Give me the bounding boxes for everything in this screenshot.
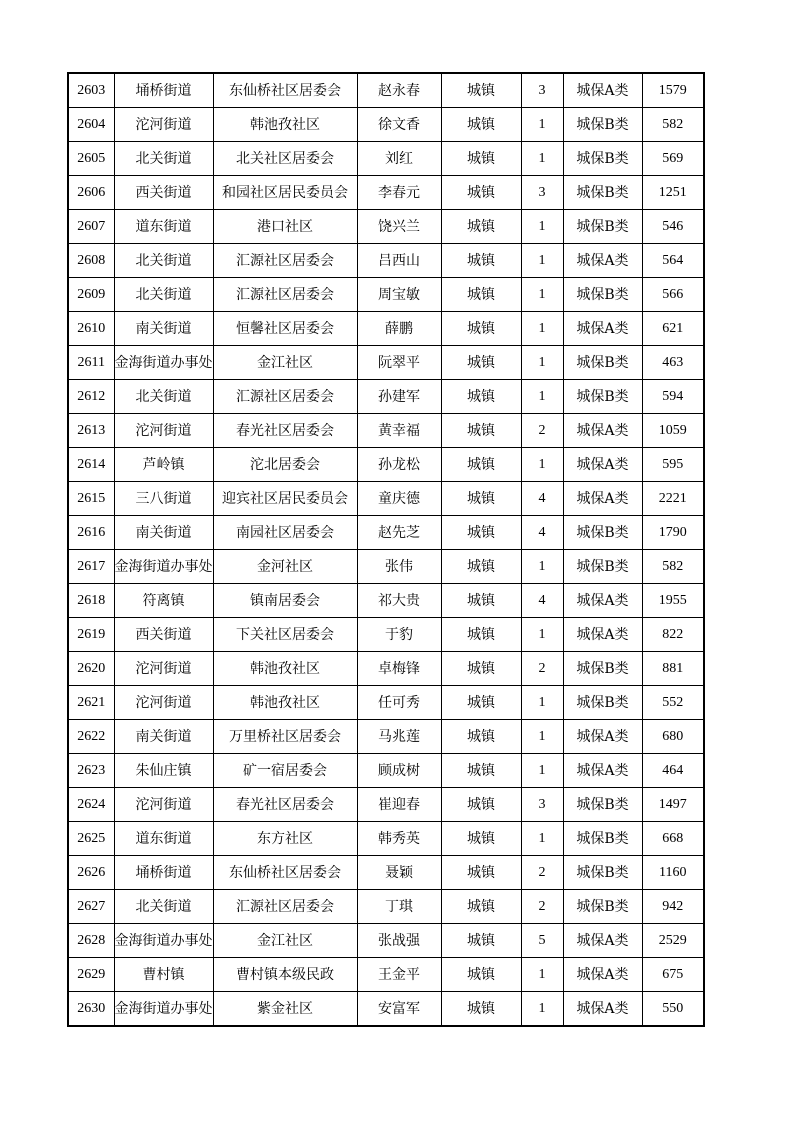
table-row <box>68 448 704 482</box>
name-cell: 阮翠平 <box>357 346 441 380</box>
community-cell: 恒馨社区居委会 <box>213 312 357 346</box>
street-cell: 埇桥街道 <box>114 856 213 890</box>
table-row <box>68 380 704 414</box>
community-cell: 春光社区居委会 <box>213 414 357 448</box>
street-cell: 芦岭镇 <box>114 448 213 482</box>
name-cell: 安富军 <box>357 992 441 1027</box>
category-cell: 城保B类 <box>563 822 642 856</box>
name-cell: 顾成树 <box>357 754 441 788</box>
community-cell: 万里桥社区居委会 <box>213 720 357 754</box>
area-type-cell: 城镇 <box>441 142 521 176</box>
household-size-cell: 2 <box>521 652 563 686</box>
household-size-cell: 1 <box>521 380 563 414</box>
area-type-cell: 城镇 <box>441 720 521 754</box>
amount-cell: 1790 <box>642 516 704 550</box>
amount-cell: 1160 <box>642 856 704 890</box>
area-type-cell: 城镇 <box>441 856 521 890</box>
name-cell: 马兆莲 <box>357 720 441 754</box>
street-cell: 金海街道办事处 <box>114 924 213 958</box>
category-cell: 城保B类 <box>563 108 642 142</box>
community-cell: 汇源社区居委会 <box>213 890 357 924</box>
category-cell: 城保A类 <box>563 720 642 754</box>
serial-cell: 2613 <box>68 414 114 448</box>
serial-cell: 2615 <box>68 482 114 516</box>
amount-cell: 2221 <box>642 482 704 516</box>
household-size-cell: 4 <box>521 482 563 516</box>
area-type-cell: 城镇 <box>441 414 521 448</box>
household-size-cell: 1 <box>521 686 563 720</box>
table-row <box>68 754 704 788</box>
data-table <box>67 72 705 1027</box>
area-type-cell: 城镇 <box>441 890 521 924</box>
amount-cell: 822 <box>642 618 704 652</box>
table-row <box>68 856 704 890</box>
household-size-cell: 2 <box>521 414 563 448</box>
serial-cell: 2608 <box>68 244 114 278</box>
serial-cell: 2627 <box>68 890 114 924</box>
amount-cell: 569 <box>642 142 704 176</box>
table-row <box>68 788 704 822</box>
category-cell: 城保A类 <box>563 482 642 516</box>
community-cell: 汇源社区居委会 <box>213 380 357 414</box>
category-cell: 城保B类 <box>563 652 642 686</box>
amount-cell: 680 <box>642 720 704 754</box>
table-row <box>68 652 704 686</box>
community-cell: 南园社区居委会 <box>213 516 357 550</box>
serial-cell: 2604 <box>68 108 114 142</box>
serial-cell: 2620 <box>68 652 114 686</box>
amount-cell: 566 <box>642 278 704 312</box>
area-type-cell: 城镇 <box>441 176 521 210</box>
household-size-cell: 1 <box>521 448 563 482</box>
household-size-cell: 1 <box>521 312 563 346</box>
name-cell: 童庆德 <box>357 482 441 516</box>
street-cell: 北关街道 <box>114 380 213 414</box>
street-cell: 北关街道 <box>114 278 213 312</box>
category-cell: 城保B类 <box>563 686 642 720</box>
street-cell: 南关街道 <box>114 720 213 754</box>
name-cell: 周宝敏 <box>357 278 441 312</box>
name-cell: 黄幸福 <box>357 414 441 448</box>
community-cell: 东仙桥社区居委会 <box>213 856 357 890</box>
table-row <box>68 346 704 380</box>
household-size-cell: 1 <box>521 992 563 1027</box>
amount-cell: 2529 <box>642 924 704 958</box>
name-cell: 崔迎春 <box>357 788 441 822</box>
area-type-cell: 城镇 <box>441 278 521 312</box>
category-cell: 城保A类 <box>563 618 642 652</box>
household-size-cell: 1 <box>521 754 563 788</box>
household-size-cell: 1 <box>521 822 563 856</box>
area-type-cell: 城镇 <box>441 992 521 1027</box>
serial-cell: 2626 <box>68 856 114 890</box>
name-cell: 吕西山 <box>357 244 441 278</box>
area-type-cell: 城镇 <box>441 584 521 618</box>
area-type-cell: 城镇 <box>441 686 521 720</box>
table-row <box>68 176 704 210</box>
name-cell: 祁大贵 <box>357 584 441 618</box>
category-cell: 城保B类 <box>563 278 642 312</box>
household-size-cell: 3 <box>521 176 563 210</box>
category-cell: 城保A类 <box>563 584 642 618</box>
category-cell: 城保A类 <box>563 244 642 278</box>
category-cell: 城保B类 <box>563 210 642 244</box>
household-size-cell: 3 <box>521 73 563 108</box>
category-cell: 城保B类 <box>563 890 642 924</box>
household-size-cell: 2 <box>521 890 563 924</box>
table-row <box>68 822 704 856</box>
amount-cell: 1251 <box>642 176 704 210</box>
street-cell: 曹村镇 <box>114 958 213 992</box>
household-size-cell: 1 <box>521 278 563 312</box>
serial-cell: 2609 <box>68 278 114 312</box>
table-row <box>68 278 704 312</box>
category-cell: 城保B类 <box>563 142 642 176</box>
serial-cell: 2610 <box>68 312 114 346</box>
table-row <box>68 312 704 346</box>
household-size-cell: 1 <box>521 346 563 380</box>
name-cell: 张伟 <box>357 550 441 584</box>
community-cell: 矿一宿居委会 <box>213 754 357 788</box>
area-type-cell: 城镇 <box>441 380 521 414</box>
street-cell: 北关街道 <box>114 890 213 924</box>
area-type-cell: 城镇 <box>441 210 521 244</box>
table-row <box>68 482 704 516</box>
community-cell: 韩池孜社区 <box>213 686 357 720</box>
area-type-cell: 城镇 <box>441 550 521 584</box>
street-cell: 沱河街道 <box>114 686 213 720</box>
amount-cell: 550 <box>642 992 704 1027</box>
community-cell: 镇南居委会 <box>213 584 357 618</box>
table-row <box>68 720 704 754</box>
serial-cell: 2617 <box>68 550 114 584</box>
street-cell: 金海街道办事处 <box>114 346 213 380</box>
amount-cell: 1955 <box>642 584 704 618</box>
street-cell: 西关街道 <box>114 618 213 652</box>
household-size-cell: 1 <box>521 618 563 652</box>
amount-cell: 582 <box>642 550 704 584</box>
household-size-cell: 1 <box>521 108 563 142</box>
amount-cell: 582 <box>642 108 704 142</box>
amount-cell: 1059 <box>642 414 704 448</box>
name-cell: 聂颖 <box>357 856 441 890</box>
amount-cell: 881 <box>642 652 704 686</box>
serial-cell: 2618 <box>68 584 114 618</box>
serial-cell: 2630 <box>68 992 114 1027</box>
street-cell: 沱河街道 <box>114 414 213 448</box>
area-type-cell: 城镇 <box>441 448 521 482</box>
category-cell: 城保B类 <box>563 856 642 890</box>
name-cell: 韩秀英 <box>357 822 441 856</box>
community-cell: 迎宾社区居民委员会 <box>213 482 357 516</box>
serial-cell: 2603 <box>68 73 114 108</box>
area-type-cell: 城镇 <box>441 346 521 380</box>
area-type-cell: 城镇 <box>441 822 521 856</box>
serial-cell: 2616 <box>68 516 114 550</box>
name-cell: 丁琪 <box>357 890 441 924</box>
community-cell: 汇源社区居委会 <box>213 244 357 278</box>
street-cell: 北关街道 <box>114 244 213 278</box>
table-row <box>68 108 704 142</box>
household-size-cell: 1 <box>521 550 563 584</box>
amount-cell: 564 <box>642 244 704 278</box>
table-row <box>68 618 704 652</box>
household-size-cell: 1 <box>521 720 563 754</box>
table-row <box>68 244 704 278</box>
name-cell: 饶兴兰 <box>357 210 441 244</box>
amount-cell: 552 <box>642 686 704 720</box>
household-size-cell: 2 <box>521 856 563 890</box>
name-cell: 王金平 <box>357 958 441 992</box>
table-row <box>68 550 704 584</box>
amount-cell: 1579 <box>642 73 704 108</box>
household-size-cell: 1 <box>521 142 563 176</box>
serial-cell: 2623 <box>68 754 114 788</box>
community-cell: 金河社区 <box>213 550 357 584</box>
street-cell: 沱河街道 <box>114 652 213 686</box>
amount-cell: 675 <box>642 958 704 992</box>
table-row <box>68 142 704 176</box>
street-cell: 南关街道 <box>114 516 213 550</box>
amount-cell: 621 <box>642 312 704 346</box>
amount-cell: 942 <box>642 890 704 924</box>
community-cell: 汇源社区居委会 <box>213 278 357 312</box>
street-cell: 道东街道 <box>114 210 213 244</box>
category-cell: 城保A类 <box>563 924 642 958</box>
category-cell: 城保B类 <box>563 516 642 550</box>
street-cell: 北关街道 <box>114 142 213 176</box>
area-type-cell: 城镇 <box>441 312 521 346</box>
street-cell: 南关街道 <box>114 312 213 346</box>
area-type-cell: 城镇 <box>441 73 521 108</box>
community-cell: 东仙桥社区居委会 <box>213 73 357 108</box>
area-type-cell: 城镇 <box>441 482 521 516</box>
community-cell: 下关社区居委会 <box>213 618 357 652</box>
name-cell: 赵永春 <box>357 73 441 108</box>
community-cell: 港口社区 <box>213 210 357 244</box>
serial-cell: 2621 <box>68 686 114 720</box>
community-cell: 金江社区 <box>213 346 357 380</box>
name-cell: 薛鹏 <box>357 312 441 346</box>
amount-cell: 463 <box>642 346 704 380</box>
community-cell: 曹村镇本级民政 <box>213 958 357 992</box>
category-cell: 城保A类 <box>563 992 642 1027</box>
area-type-cell: 城镇 <box>441 788 521 822</box>
category-cell: 城保B类 <box>563 380 642 414</box>
street-cell: 金海街道办事处 <box>114 550 213 584</box>
serial-cell: 2628 <box>68 924 114 958</box>
area-type-cell: 城镇 <box>441 924 521 958</box>
amount-cell: 595 <box>642 448 704 482</box>
name-cell: 孙建军 <box>357 380 441 414</box>
community-cell: 沱北居委会 <box>213 448 357 482</box>
table-row <box>68 584 704 618</box>
area-type-cell: 城镇 <box>441 652 521 686</box>
name-cell: 任可秀 <box>357 686 441 720</box>
name-cell: 卓梅锋 <box>357 652 441 686</box>
area-type-cell: 城镇 <box>441 516 521 550</box>
name-cell: 李春元 <box>357 176 441 210</box>
serial-cell: 2622 <box>68 720 114 754</box>
area-type-cell: 城镇 <box>441 754 521 788</box>
amount-cell: 594 <box>642 380 704 414</box>
serial-cell: 2605 <box>68 142 114 176</box>
amount-cell: 546 <box>642 210 704 244</box>
street-cell: 符离镇 <box>114 584 213 618</box>
serial-cell: 2606 <box>68 176 114 210</box>
area-type-cell: 城镇 <box>441 618 521 652</box>
household-size-cell: 1 <box>521 244 563 278</box>
table-row <box>68 958 704 992</box>
street-cell: 金海街道办事处 <box>114 992 213 1027</box>
name-cell: 刘红 <box>357 142 441 176</box>
category-cell: 城保A类 <box>563 754 642 788</box>
community-cell: 韩池孜社区 <box>213 108 357 142</box>
table-row <box>68 924 704 958</box>
community-cell: 北关社区居委会 <box>213 142 357 176</box>
street-cell: 三八街道 <box>114 482 213 516</box>
area-type-cell: 城镇 <box>441 244 521 278</box>
serial-cell: 2624 <box>68 788 114 822</box>
name-cell: 于豹 <box>357 618 441 652</box>
category-cell: 城保A类 <box>563 448 642 482</box>
serial-cell: 2607 <box>68 210 114 244</box>
serial-cell: 2611 <box>68 346 114 380</box>
table-row <box>68 210 704 244</box>
street-cell: 西关街道 <box>114 176 213 210</box>
area-type-cell: 城镇 <box>441 958 521 992</box>
name-cell: 徐文香 <box>357 108 441 142</box>
table-row <box>68 890 704 924</box>
category-cell: 城保A类 <box>563 958 642 992</box>
serial-cell: 2612 <box>68 380 114 414</box>
community-cell: 金江社区 <box>213 924 357 958</box>
table-row <box>68 992 704 1027</box>
serial-cell: 2625 <box>68 822 114 856</box>
category-cell: 城保A类 <box>563 73 642 108</box>
name-cell: 孙龙松 <box>357 448 441 482</box>
amount-cell: 668 <box>642 822 704 856</box>
area-type-cell: 城镇 <box>441 108 521 142</box>
category-cell: 城保B类 <box>563 176 642 210</box>
street-cell: 朱仙庄镇 <box>114 754 213 788</box>
household-size-cell: 5 <box>521 924 563 958</box>
table-row <box>68 414 704 448</box>
name-cell: 张战强 <box>357 924 441 958</box>
amount-cell: 1497 <box>642 788 704 822</box>
category-cell: 城保A类 <box>563 312 642 346</box>
table-row <box>68 516 704 550</box>
community-cell: 春光社区居委会 <box>213 788 357 822</box>
table-body <box>68 73 704 1026</box>
community-cell: 东方社区 <box>213 822 357 856</box>
street-cell: 沱河街道 <box>114 108 213 142</box>
serial-cell: 2619 <box>68 618 114 652</box>
category-cell: 城保A类 <box>563 414 642 448</box>
community-cell: 韩池孜社区 <box>213 652 357 686</box>
table-row <box>68 686 704 720</box>
name-cell: 赵先芝 <box>357 516 441 550</box>
community-cell: 紫金社区 <box>213 992 357 1027</box>
community-cell: 和园社区居民委员会 <box>213 176 357 210</box>
serial-cell: 2629 <box>68 958 114 992</box>
household-size-cell: 1 <box>521 958 563 992</box>
household-size-cell: 3 <box>521 788 563 822</box>
household-size-cell: 4 <box>521 584 563 618</box>
street-cell: 沱河街道 <box>114 788 213 822</box>
table-row <box>68 73 704 108</box>
household-size-cell: 4 <box>521 516 563 550</box>
amount-cell: 464 <box>642 754 704 788</box>
category-cell: 城保B类 <box>563 346 642 380</box>
category-cell: 城保B类 <box>563 550 642 584</box>
street-cell: 埇桥街道 <box>114 73 213 108</box>
category-cell: 城保B类 <box>563 788 642 822</box>
household-size-cell: 1 <box>521 210 563 244</box>
street-cell: 道东街道 <box>114 822 213 856</box>
serial-cell: 2614 <box>68 448 114 482</box>
